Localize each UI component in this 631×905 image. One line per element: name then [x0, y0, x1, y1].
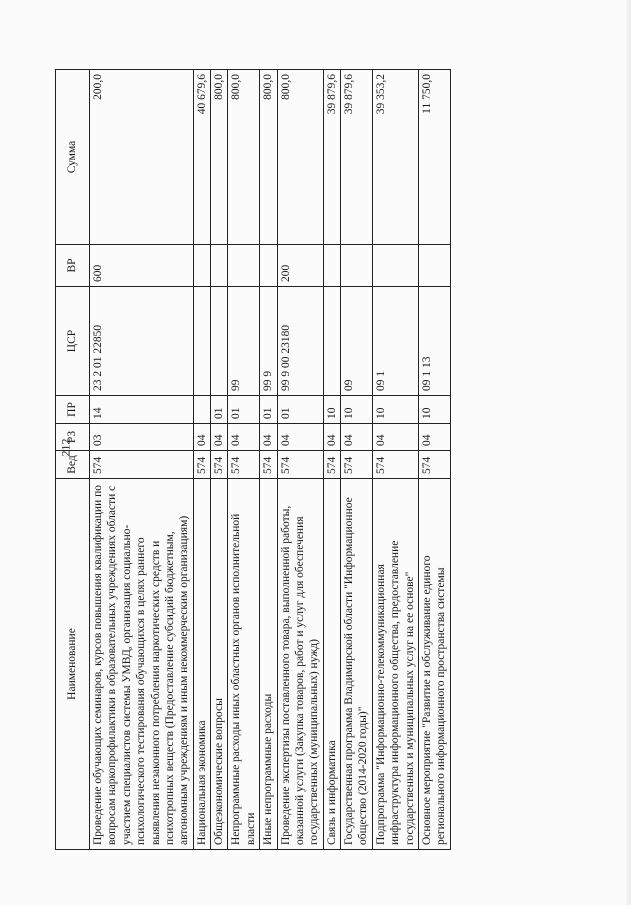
cell-csr: 99 9 00 23180 — [277, 287, 323, 396]
table-row — [193, 70, 210, 850]
cell-pr: 14 — [90, 396, 194, 424]
cell-sum: 800,0 — [211, 70, 228, 245]
table-row — [323, 70, 340, 850]
cell-name: Основное мероприятие "Развитие и обслуживание единого регионального информационного пространства системы — [418, 479, 450, 850]
cell-csr — [193, 287, 210, 396]
cell-name: Иные непрограммные расходы — [260, 479, 277, 850]
cell-sum: 800,0 — [228, 70, 260, 245]
table-row — [260, 70, 277, 850]
page-number: 212 — [58, 438, 73, 457]
cell-ved: 574 — [418, 451, 450, 479]
cell-name: Связь и информатика — [323, 479, 340, 850]
cell-ved: 574 — [372, 451, 418, 479]
cell-rz: 04 — [323, 424, 340, 451]
cell-ved: 574 — [193, 451, 210, 479]
header-vr: ВР — [56, 245, 90, 287]
cell-pr: 10 — [341, 396, 373, 424]
cell-name: Проведение обучающих семинаров, курсов повышения квалификации по вопросам наркопрофилактики в образовательных учреждениях области с участием специалистов системы УМВД, организация социально-психологического тестирования обучающихся в целях раннего выявления незаконного потребления наркотических средств и психотропных веществ (Предоставление субсидий бюджетным, автономным учреждениям и иным некоммерческим организациям) — [90, 479, 194, 850]
cell-vr — [228, 245, 260, 287]
cell-name: Проведение экспертизы поставленного товара, выполненной работы, оказанной услуги (Закупка товаров, работ и услуг для обеспечения государственных (муниципальных) нужд) — [277, 479, 323, 850]
cell-sum: 39 879,6 — [341, 70, 373, 245]
cell-pr: 10 — [418, 396, 450, 424]
header-sum: Сумма — [56, 70, 90, 245]
cell-pr: 01 — [228, 396, 260, 424]
table-row — [90, 70, 194, 850]
cell-rz: 04 — [260, 424, 277, 451]
cell-ved: 574 — [341, 451, 373, 479]
table-row — [277, 70, 323, 850]
header-pr: ПР — [56, 396, 90, 424]
cell-rz: 04 — [277, 424, 323, 451]
cell-sum: 200,0 — [90, 70, 194, 245]
table-row — [211, 70, 228, 850]
rotated-table-wrapper — [55, 70, 595, 850]
cell-name: Государственная программа Владимирской области "Информационное общество (2014-2020 годы)" — [341, 479, 373, 850]
budget-table — [55, 69, 451, 850]
cell-sum: 39 879,6 — [323, 70, 340, 245]
cell-sum: 40 679,6 — [193, 70, 210, 245]
cell-pr: 10 — [372, 396, 418, 424]
cell-sum: 800,0 — [277, 70, 323, 245]
cell-csr: 09 1 — [372, 287, 418, 396]
table-row — [372, 70, 418, 850]
cell-csr: 99 9 — [260, 287, 277, 396]
header-name: Наименование — [56, 479, 90, 850]
header-ved: Вед — [56, 451, 90, 479]
cell-vr — [418, 245, 450, 287]
cell-vr — [260, 245, 277, 287]
cell-rz: 03 — [90, 424, 194, 451]
cell-name: Непрограммные расходы иных областных органов исполнительной власти — [228, 479, 260, 850]
cell-name: Национальная экономика — [193, 479, 210, 850]
scan-edge — [625, 0, 631, 905]
cell-vr — [211, 245, 228, 287]
cell-rz: 04 — [228, 424, 260, 451]
cell-csr — [323, 287, 340, 396]
cell-rz: 04 — [211, 424, 228, 451]
cell-pr: 01 — [277, 396, 323, 424]
cell-sum: 39 353,2 — [372, 70, 418, 245]
cell-rz: 04 — [372, 424, 418, 451]
cell-vr — [193, 245, 210, 287]
cell-pr: 10 — [323, 396, 340, 424]
cell-pr — [193, 396, 210, 424]
table-row — [228, 70, 260, 850]
cell-csr: 09 1 13 — [418, 287, 450, 396]
cell-ved: 574 — [90, 451, 194, 479]
cell-pr: 01 — [260, 396, 277, 424]
cell-name: Подпрограмма "Информационно-телекоммуникационная инфраструктура информационного общества, предоставление государственных и муниципальных услуг на ее основе" — [372, 479, 418, 850]
cell-rz: 04 — [418, 424, 450, 451]
cell-vr — [372, 245, 418, 287]
table-row — [418, 70, 450, 850]
table-row — [341, 70, 373, 850]
cell-ved: 574 — [211, 451, 228, 479]
cell-vr — [323, 245, 340, 287]
cell-ved: 574 — [228, 451, 260, 479]
header-rz: РЗ — [56, 424, 90, 451]
cell-rz: 04 — [341, 424, 373, 451]
cell-csr: 09 — [341, 287, 373, 396]
cell-pr: 01 — [211, 396, 228, 424]
cell-name: Общеэкономические вопросы — [211, 479, 228, 850]
cell-sum: 800,0 — [260, 70, 277, 245]
table-header-row — [56, 70, 90, 850]
header-csr: ЦСР — [56, 287, 90, 396]
cell-sum: 11 750,0 — [418, 70, 450, 245]
cell-vr: 200 — [277, 245, 323, 287]
cell-rz: 04 — [193, 424, 210, 451]
cell-csr: 99 — [228, 287, 260, 396]
cell-csr — [211, 287, 228, 396]
cell-ved: 574 — [277, 451, 323, 479]
cell-ved: 574 — [260, 451, 277, 479]
cell-vr — [341, 245, 373, 287]
cell-vr: 600 — [90, 245, 194, 287]
cell-csr: 23 2 01 22850 — [90, 287, 194, 396]
cell-ved: 574 — [323, 451, 340, 479]
